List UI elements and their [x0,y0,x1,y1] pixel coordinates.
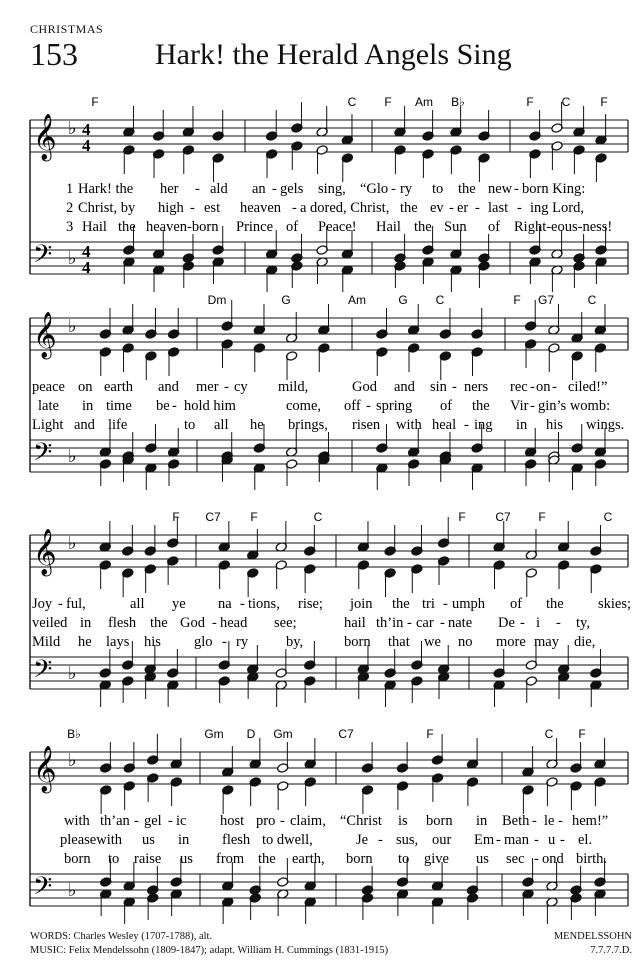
treble-clef-icon: 𝄞 [33,114,57,160]
lyric-syllable: her [160,181,179,197]
lyric-syllable: - [464,417,469,433]
lyric-syllable: 3 [66,219,74,235]
lyric-syllable: Right-eous-ness! [514,219,613,235]
lyric-syllable: off [344,398,361,414]
flat-key-signature-icon: ♭ [68,118,77,139]
lyric-syllable: in [80,615,92,631]
words-credit: WORDS: Charles Wesley (1707-1788), alt. [30,931,213,942]
lyric-syllable: on [536,379,551,395]
treble-clef-icon: 𝄞 [33,746,57,792]
lyric-syllable: - [172,398,177,414]
chord-symbol: C7 [338,727,354,741]
lyric-syllable: - [560,832,565,848]
lyric-syllable: - [292,200,297,216]
lyric-syllable: flesh [108,615,137,631]
lyric-syllable: Peace! [318,219,357,235]
lyric-syllable: - [195,181,200,197]
lyric-syllable: an [252,181,266,197]
chord-symbol: Gm [273,727,293,741]
lyric-syllable: of [488,219,501,235]
lyric-syllable: born [426,813,453,829]
lyric-syllable: host [220,813,245,829]
lyric-syllable: - [452,379,457,395]
lyric-syllable: - [407,615,412,631]
lyric-syllable: birth. [576,851,608,867]
lyric-syllable: last [488,200,509,216]
chord-symbol: C [313,510,323,524]
lyric-syllable: the [258,851,276,867]
chord-symbol: G [398,293,408,307]
lyric-syllable: the [118,219,136,235]
lyric-syllable: - [514,181,519,197]
lyric-syllable: nate [448,615,473,631]
lyric-syllable: join [350,596,373,612]
lyric-syllable: cy [234,379,248,395]
flat-key-signature-icon: ♭ [68,750,77,771]
lyric-syllable: brings, [288,417,328,433]
lyric-syllable: hail [344,615,366,631]
lyric-syllable: sec [506,851,525,867]
lyric-syllable: - [222,634,227,650]
lyric-syllable: gels [280,181,304,197]
lyric-syllable: with [396,417,422,433]
flat-key-signature-icon: ♭ [68,248,77,269]
lyric-syllable: ev [430,200,444,216]
lyric-syllable: man [504,832,529,848]
lyric-syllable: risen [352,417,381,433]
hymn-title: Hark! the Herald Angels Sing [155,38,512,71]
lyric-syllable: claim, [290,813,326,829]
lyric-syllable: ing Lord, [530,200,584,216]
lyric-syllable: Christ, by [78,200,136,216]
lyric-syllable: ing [474,417,493,433]
lyric-syllable: he [78,634,92,650]
lyric-syllable: - [224,379,229,395]
lyric-syllable: see; [274,615,297,631]
lyric-syllable: i [536,615,541,631]
lyric-syllable: God [180,615,205,631]
lyric-syllable: sing, [318,181,346,197]
bass-clef-icon: 𝄢 [33,655,53,690]
lyric-syllable: Hail [376,219,401,235]
lyric-syllable: th’in [376,615,404,631]
time-signature-bottom: 4 [82,258,91,277]
lyric-syllable: - [280,813,285,829]
lyric-syllable: - [534,851,539,867]
lyric-syllable: ond [542,851,564,867]
meter: 7.7.7.7.D. [590,945,632,956]
lyric-syllable: tri [422,596,435,612]
flat-key-signature-icon: ♭ [68,880,77,901]
lyric-syllable: Beth [502,813,530,829]
lyric-syllable: - [532,813,537,829]
lyric-syllable: to [432,181,444,197]
lyric-syllable: glo [194,634,213,650]
lyric-syllable: Joy [32,596,53,612]
lyric-syllable: sin [430,379,447,395]
lyric-syllable: - [449,200,454,216]
bass-clef-icon: 𝄢 [33,872,53,907]
hymn-number: 153 [30,36,78,72]
chord-symbol: C7 [495,510,511,524]
chord-symbol: F [538,510,546,524]
lyric-syllable: - [272,181,277,197]
chord-symbol: C [544,727,554,741]
lyric-syllable: umph [452,596,486,612]
lyric-syllable: sus, [396,832,419,848]
lyric-syllable: the [400,200,418,216]
lyric-syllable: - [556,615,561,631]
chord-symbol: B♭ [451,95,465,109]
lyric-syllable: that [388,634,410,650]
chord-symbol: F [426,727,434,741]
lyric-syllable: he [250,417,264,433]
lyric-syllable: dored, Christ, [310,200,390,216]
lyric-syllable: of [510,596,523,612]
lyric-syllable: head [220,615,248,631]
lyric-syllable: le [544,813,555,829]
music-credit: MUSIC: Felix Mendelssohn (1809-1847); adapt. William H. Cummings (1831-1915) [30,945,389,956]
chord-symbol: C [435,293,445,307]
lyric-syllable: Light [32,417,64,433]
lyric-syllable: “Christ [340,813,382,829]
lyric-syllable: ners [464,379,489,395]
lyric-syllable: in [476,813,488,829]
chord-symbol: C [587,293,597,307]
lyric-syllable: all [214,417,229,433]
lyric-syllable: heal [432,417,457,433]
lyric-syllable: pleasewith [60,832,123,848]
lyric-syllable: ciled!” [568,379,608,395]
lyric-syllable: die, [574,634,596,650]
lyric-syllable: wings. [586,417,625,433]
lyric-syllable: us [180,851,193,867]
chord-symbol: Am [415,95,433,109]
lyric-syllable: Hail [82,219,107,235]
time-signature-bottom: 4 [82,136,91,155]
lyric-syllable: more [496,634,526,650]
tune-info [554,930,632,958]
lyric-syllable: the [150,615,168,631]
flat-key-signature-icon: ♭ [68,533,77,554]
lyric-syllable: “Glo [360,181,389,197]
lyric-syllable: born [344,634,371,650]
lyric-syllable: to [108,851,120,867]
lyric-syllable: - [552,379,557,395]
lyric-syllable: may [534,634,559,650]
lyric-syllable: ry [400,181,413,197]
lyric-syllable: - [496,832,501,848]
lyric-syllable: earth [104,379,133,395]
lyric-syllable: Hark! the [78,181,134,197]
lyric-syllable: and [394,379,415,395]
flat-key-signature-icon: ♭ [68,316,77,337]
lyric-syllable: to [184,417,196,433]
flat-key-signature-icon: ♭ [68,446,77,467]
lyric-syllable: rec [510,379,528,395]
lyric-syllable: new [488,181,513,197]
lyric-syllable: ty, [576,615,590,631]
lyric-syllable: - [443,596,448,612]
lyric-syllable: his [144,634,161,650]
section-label: CHRISTMAS [30,22,104,36]
lyric-syllable: heaven [240,200,282,216]
lyric-syllable: all [130,596,145,612]
lyric-syllable: be [156,398,170,414]
lyric-syllable: - [190,200,195,216]
lyric-syllable: spring [376,398,413,414]
lyric-syllable: - [168,813,173,829]
lyric-syllable: mild, [278,379,309,395]
chord-symbol: F [384,95,392,109]
lyric-syllable: peace [32,379,65,395]
lyric-syllable: come, [286,398,322,414]
lyric-syllable: er [457,200,469,216]
lyric-syllable: us [476,851,489,867]
lyric-syllable: and [74,417,95,433]
lyric-syllable: - [517,200,522,216]
lyric-syllable: late [38,398,59,414]
chord-symbol: C [603,510,613,524]
lyric-syllable: el. [578,832,593,848]
chord-symbol: C [347,95,357,109]
lyric-syllable: - [534,832,539,848]
chord-symbol: F [526,95,534,109]
lyric-syllable: u [548,832,556,848]
chord-symbol: Dm [207,293,227,307]
lyric-syllable: born [64,851,91,867]
chord-symbol: C7 [205,510,221,524]
lyric-syllable: Mild [32,634,61,650]
bass-clef-icon: 𝄢 [33,438,53,473]
chord-symbol: D [246,727,256,741]
lyric-syllable: ic [176,813,187,829]
lyric-syllable: ye [172,596,186,612]
credits [30,930,388,958]
lyric-syllable: tions, [248,596,280,612]
lyric-syllable: hold him [184,398,236,414]
bass-clef-icon: 𝄢 [33,240,53,275]
lyric-syllable: pro [256,813,276,829]
chord-symbol: Gm [204,727,224,741]
lyric-syllable: - [530,398,535,414]
lyric-syllable: his [546,417,563,433]
lyric-syllable: we [424,634,441,650]
lyric-syllable: to dwell, [262,832,313,848]
chord-symbol: G7 [537,293,555,307]
lyric-syllable: De [498,615,515,631]
lyric-syllable: flesh [222,832,251,848]
lyric-syllable: rise; [298,596,323,612]
lyric-syllable: a [300,200,307,216]
lyric-syllable: God [352,379,377,395]
lyric-syllable: gin’s womb: [538,398,611,414]
chord-symbol: B♭ [67,727,81,741]
lyric-syllable: - [58,596,63,612]
lyric-syllable: - [530,379,535,395]
lyric-syllable: by, [286,634,304,650]
lyric-syllable: Em [474,832,495,848]
lyric-syllable: the [458,181,476,197]
lyric-syllable: in [82,398,94,414]
lyric-syllable: na [218,596,232,612]
lyric-syllable: the [546,596,564,612]
lyric-syllable: - [240,596,245,612]
lyric-syllable: - [475,200,480,216]
chord-symbol: F [578,727,586,741]
lyric-syllable: no [458,634,473,650]
lyric-syllable: our [432,832,452,848]
lyric-syllable: raise [134,851,162,867]
lyric-syllable: with [64,813,90,829]
time-signature-top: 4 [82,242,91,261]
lyric-syllable: high [158,200,184,216]
lyric-syllable: the [472,398,490,414]
chord-symbol: F [91,95,99,109]
lyric-syllable: - [440,615,445,631]
chord-symbol: F [600,95,608,109]
lyric-syllable: the [414,219,432,235]
chord-symbol: F [513,293,521,307]
lyric-syllable: on [78,379,93,395]
lyric-syllable: car [416,615,434,631]
lyric-syllable: Prince [236,219,274,235]
tune-name: MENDELSSOHN [553,931,632,942]
lyric-syllable: th’an [100,813,130,829]
treble-clef-icon: 𝄞 [33,529,57,575]
lyric-syllable: mer [196,379,219,395]
lyric-syllable: - [378,832,383,848]
lyric-syllable: earth, [292,851,325,867]
lyric-syllable: ald [210,181,228,197]
chord-symbol: F [250,510,258,524]
lyric-syllable: - [366,398,371,414]
lyric-syllable: veiled [32,615,68,631]
lyric-syllable: in [178,832,190,848]
chord-symbol: C [561,95,571,109]
lyric-syllable: of [440,398,453,414]
lyric-syllable: ful, [66,596,86,612]
lyric-syllable: heaven-born [146,219,219,235]
lyric-syllable: is [398,813,408,829]
lyric-syllable: from [216,851,245,867]
lyric-syllable: - [134,813,139,829]
lyric-syllable: - [520,615,525,631]
lyric-syllable: give [424,851,449,867]
chord-symbol: F [172,510,180,524]
lyric-syllable: born [346,851,373,867]
lyric-syllable: us [142,832,155,848]
lyric-syllable: life [108,417,128,433]
lyric-syllable: to [398,851,410,867]
treble-clef-icon: 𝄞 [33,312,57,358]
lyric-syllable: of [286,219,299,235]
lyric-syllable: gel [144,813,162,829]
lyric-syllable: Sun [444,219,467,235]
lyric-syllable: Vir [510,398,529,414]
lyric-syllable: - [212,615,217,631]
lyric-syllable: in [516,417,528,433]
chord-symbol: G [281,293,291,307]
chord-symbol: F [458,510,466,524]
lyric-syllable: and [158,379,179,395]
lyric-syllable: hem!” [572,813,609,829]
lyric-syllable: born King: [522,181,586,197]
time-signature-top: 4 [82,120,91,139]
lyric-syllable: 2 [66,200,74,216]
lyric-syllable: time [106,398,132,414]
flat-key-signature-icon: ♭ [68,663,77,684]
lyric-syllable: est [204,200,221,216]
chord-symbol: Am [348,293,366,307]
lyric-syllable: lays [106,634,130,650]
lyric-syllable: ry [236,634,249,650]
lyric-syllable: Je [356,832,369,848]
lyric-syllable: - [391,181,396,197]
lyric-syllable: - [558,813,563,829]
lyric-syllable: the [392,596,410,612]
lyric-syllable: 1 [66,181,74,197]
lyric-syllable: skies; [598,596,632,612]
